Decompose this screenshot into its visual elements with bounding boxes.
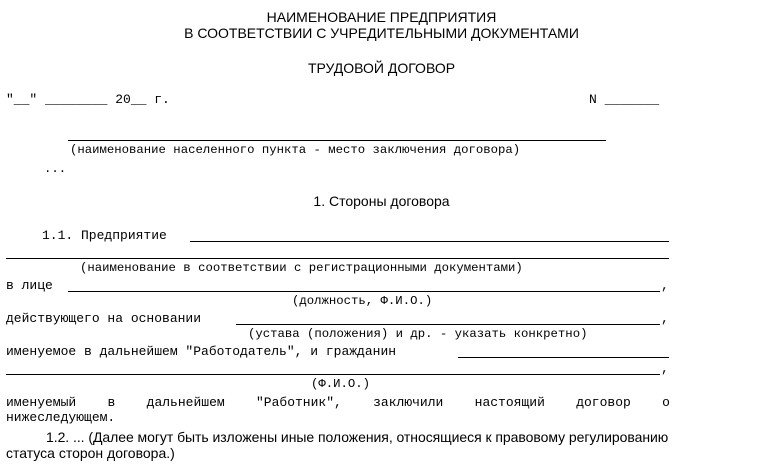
company-name-line1: НАИМЕНОВАНИЕ ПРЕДПРИЯТИЯ (266, 9, 497, 25)
employee-word: настоящий (474, 395, 545, 410)
clause-1-2-line2: статуса сторон договора.) (6, 445, 175, 461)
place-blank-line (68, 140, 606, 141)
document-title: ТРУДОВОЙ ДОГОВОР (307, 60, 456, 76)
acting-basis-comma: , (661, 311, 669, 326)
in-person-label: в лице (6, 278, 53, 293)
citizen-blank-line (458, 357, 669, 358)
in-person-blank-line (68, 291, 660, 292)
company-name-line2: В СООТВЕТСТВИИ С УЧРЕДИТЕЛЬНЫМИ ДОКУМЕНТАМИ (184, 25, 579, 41)
place-ellipsis: ... (44, 162, 67, 176)
employee-word: договор (576, 395, 631, 410)
employee-line-2: нижеследующем. (6, 410, 116, 425)
enterprise-blank-line (190, 241, 669, 242)
citizen-comma: , (661, 361, 669, 376)
employee-word: именуемый (6, 395, 77, 410)
charter-caption: (устава (положения) и др. - указать конкретно) (248, 327, 588, 341)
place-caption: (наименование населенного пункта - место заключения договора) (70, 143, 521, 157)
employee-word: заключили (373, 395, 444, 410)
acting-basis-blank-line (236, 324, 660, 325)
employee-word: в (107, 395, 116, 410)
employee-line (6, 395, 670, 410)
employer-text: именуемое в дальнейшем "Работодатель", и гражданин (6, 344, 397, 359)
employee-word: "Работник", (255, 395, 342, 410)
enterprise-name-caption: (наименование в соответствии с регистрационными документами) (80, 261, 523, 275)
acting-basis-label: действующего на основании (6, 311, 202, 326)
employee-word: дальнейшем (146, 395, 225, 410)
employee-word: о (662, 395, 670, 410)
citizen-blank-line-2 (6, 374, 660, 375)
clause-1-1-label: 1.1. Предприятие (42, 228, 167, 243)
in-person-comma: , (661, 278, 669, 293)
date-field: "__" ________ 20__ г. (6, 92, 170, 107)
section-1-title: 1. Стороны договора (313, 193, 450, 209)
clause-1-2-line1: 1.2. ... (Далее могут быть изложены иные положения, относящиеся к правовому регулированию (46, 429, 669, 445)
position-caption: (должность, Ф.И.О.) (292, 294, 433, 308)
enterprise-blank-line-2 (6, 258, 669, 259)
number-field: N _______ (589, 92, 660, 107)
fio-caption: (Ф.И.О.) (311, 377, 371, 391)
